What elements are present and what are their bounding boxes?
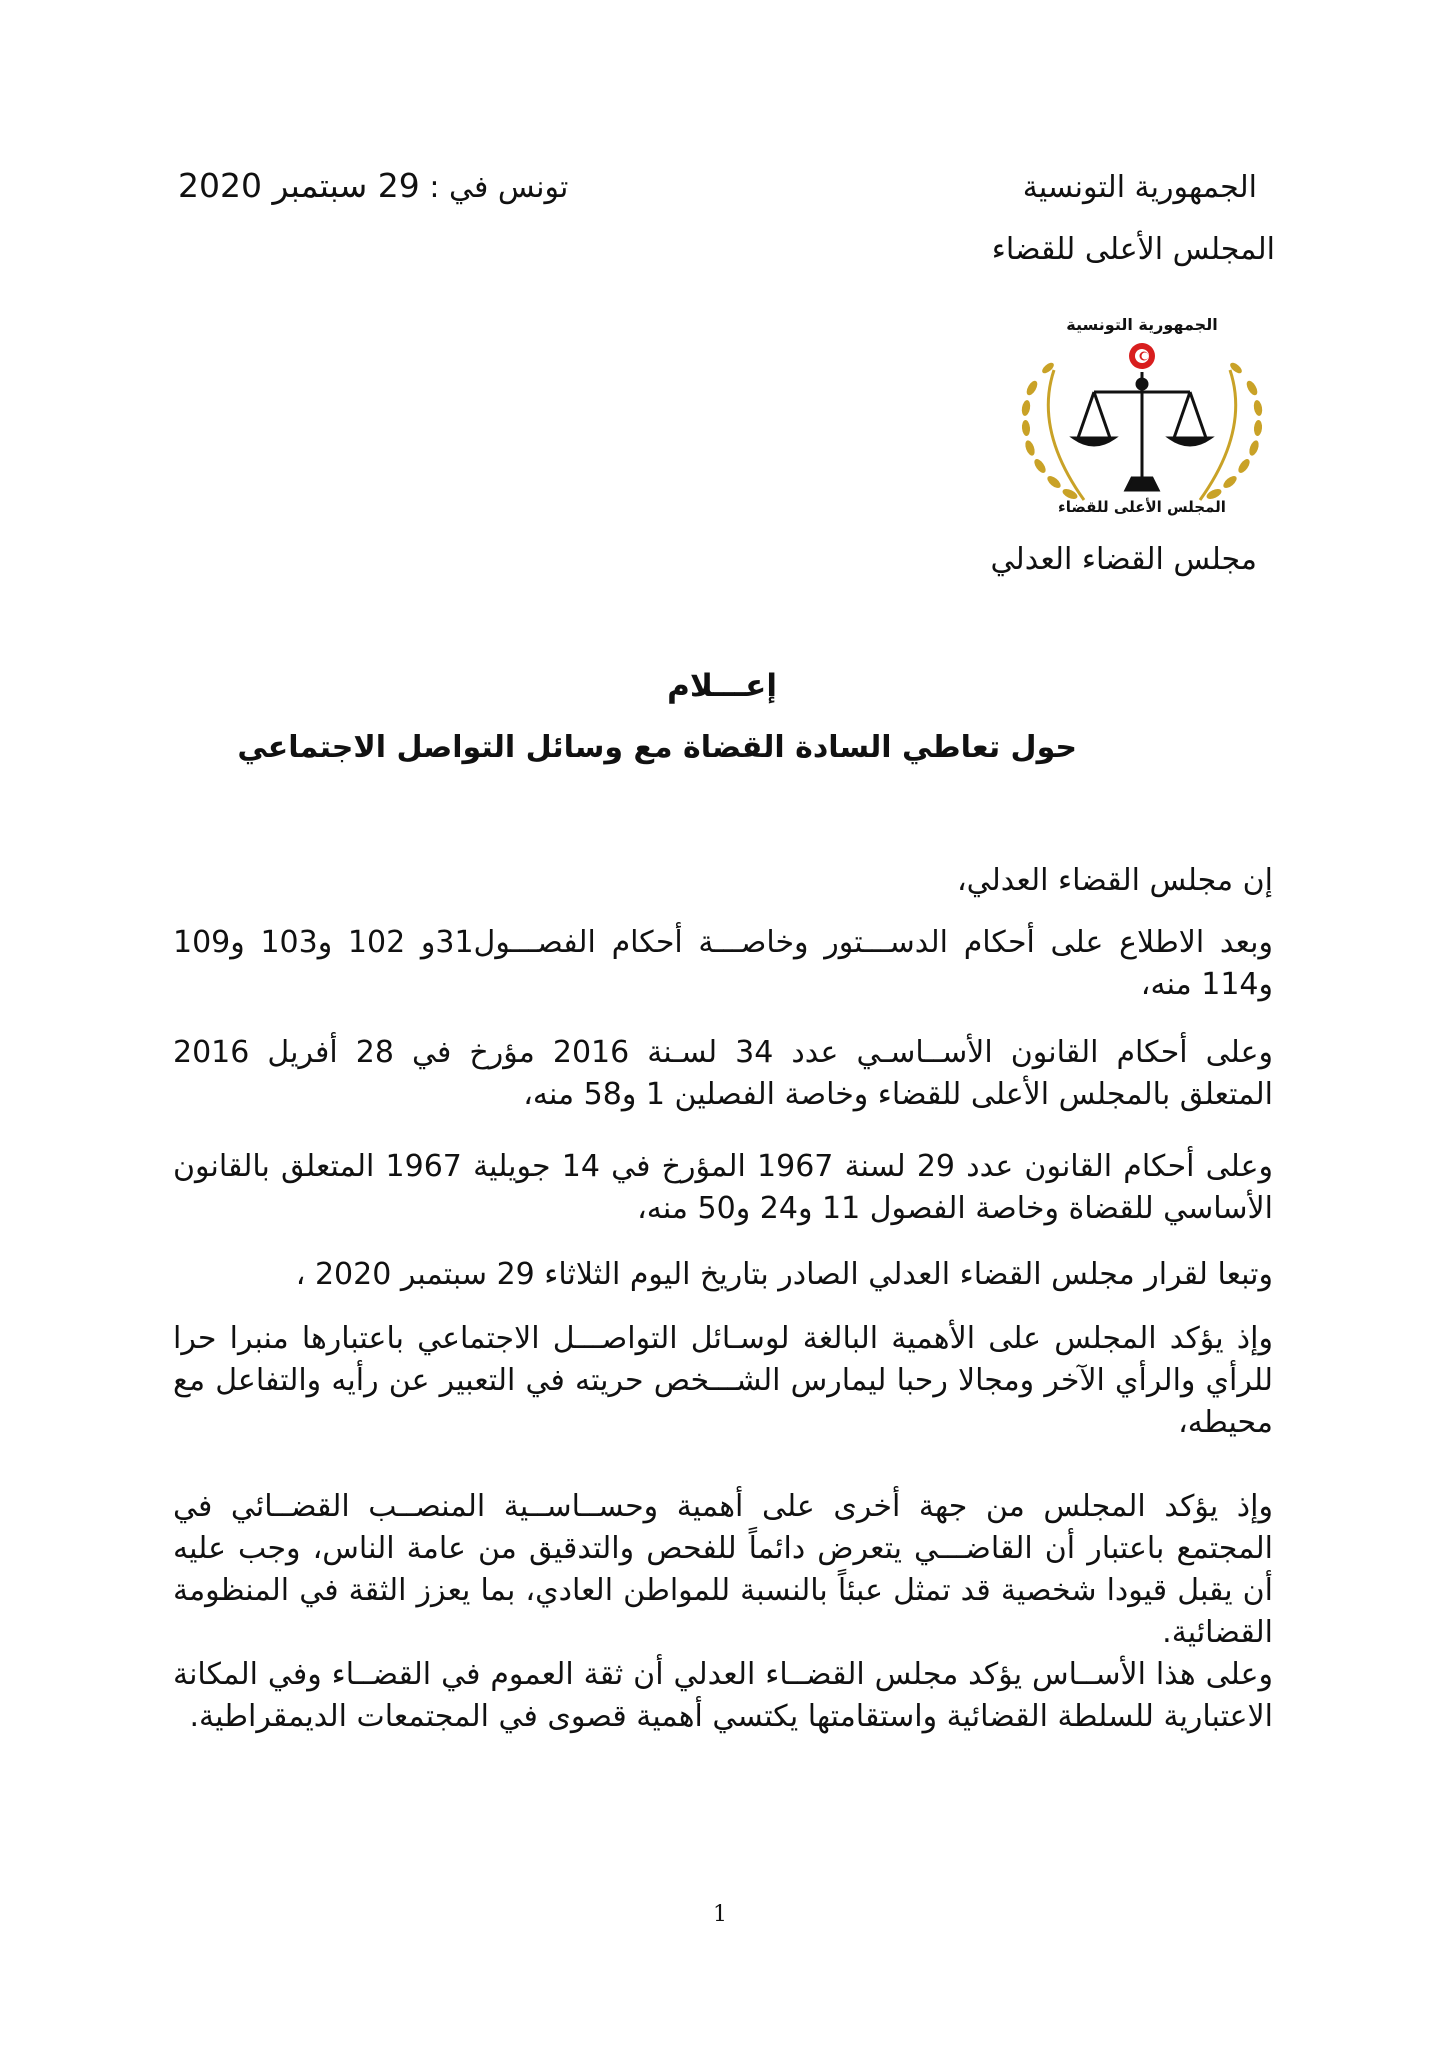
paragraph: وعلى أحكام القانون عدد 29 لسنة 1967 المؤرخ في 14 جويلية 1967 المتعلق بالقانون الأساسي للقضاة وخاصة الفصول 11 و24 و50 منه، [173,1149,1273,1226]
tunisia-flag-icon [1129,343,1155,369]
paragraph: إن مجلس القضاء العدلي، [956,863,1273,898]
announcement-title: إعـــلام [667,668,777,704]
paragraph: وعلى أحكام القانون الأســاسـي عدد 34 لسـنة 2016 مؤرخ في 28 أفريل 2016 المتعلق بالمجلس الأعلى للقضاء وخاصة الفصلين 1 و58 منه، [173,1035,1274,1112]
document-date [178,166,568,208]
paragraph: وتبعا لقرار مجلس القضاء العدلي الصادر بتاريخ اليوم الثلاثاء 29 سبتمبر 2020 ، [295,1257,1273,1292]
paragraph: وبعد الاطلاع على أحكام الدســـتور وخاصـــة أحكام الفصـــول31و 102 و103 و109 و114 منه، [173,925,1273,1002]
republic-name: الجمهورية التونسية [1022,170,1257,205]
announcement-subtitle: حول تعاطي السادة القضاة مع وسائل التواصل الاجتماعي [237,730,1077,765]
paragraph: وإذ يؤكد المجلس على الأهمية البالغة لوسـائل التواصـــل الاجتماعي باعتبارها منبرا حرا للرأي والرأي الآخر ومجالا رحبا ليمارس الشـــخص حريته في التعبير عن رأيه والتفاعل مع محيطه، [173,1321,1273,1440]
council-emblem-logo [1014,300,1270,524]
paragraph: وعلى هذا الأســاس يؤكد مجلس القضــاء العدلي أن ثقة العموم في القضــاء وفي المكانة الاعتبارية للسلطة القضائية واستقامتها يكتسي أهمية قصوى في المجتمعات الديمقراطية. [173,1657,1273,1734]
paragraph: وإذ يؤكد المجلس من جهة أخرى على أهمية وحســاســية المنصــب القضــائي في المجتمع باعتبار أن القاضـــي يتعرض دائماً للفحص والتدقيق من عامة الناس، وجب عليه أن يقبل قيودا شخصية قد تمثل عبئاً بالنسبة للمواطن العادي، بما يعزز الثقة في المنظومة القضائية. [173,1489,1273,1650]
emblem-bottom-text: المجلس الأعلى للقضاء [1058,498,1226,516]
judicial-council-name: مجلس القضاء العدلي [990,542,1257,577]
council-name: المجلس الأعلى للقضاء [991,232,1275,267]
emblem-top-text: الجمهورية التونسية [1066,315,1218,334]
page-number: 1 [713,1902,727,1927]
date-value: 29 سبتمبر 2020 [178,166,420,205]
date-prefix: تونس في : [429,170,569,205]
scales-of-justice-icon [1074,372,1210,490]
